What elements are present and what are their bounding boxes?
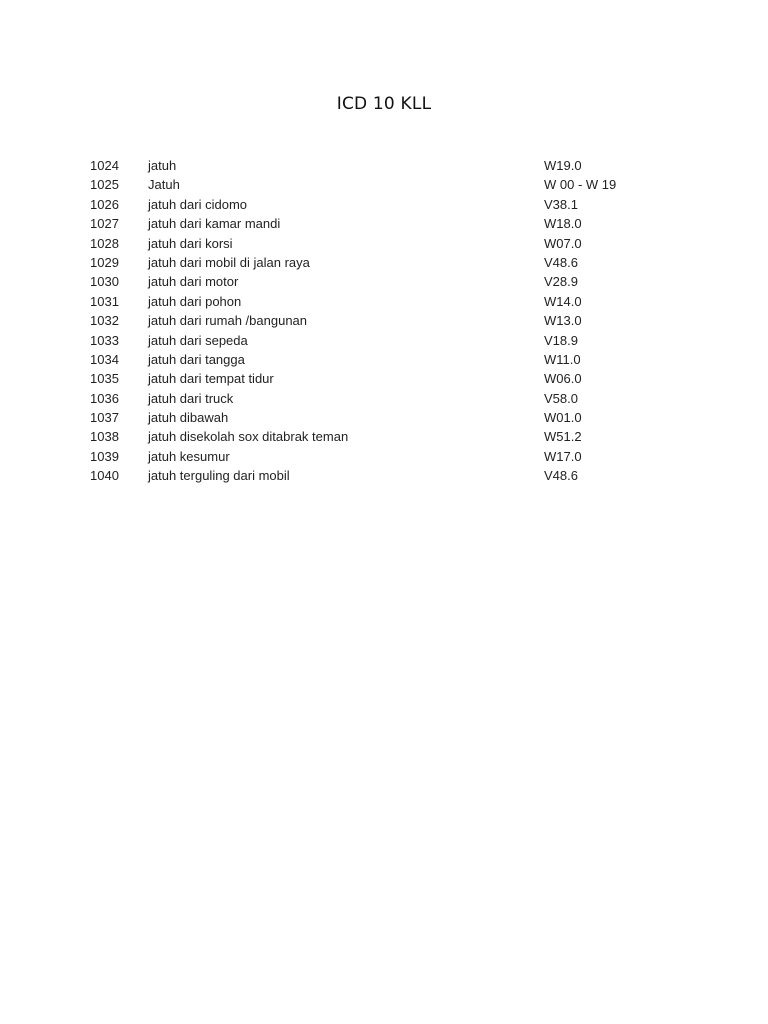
row-icd-code: W06.0 [544,371,582,387]
row-icd-code: W14.0 [544,293,582,309]
row-description: jatuh dari tangga [148,351,245,367]
table-row [90,466,650,485]
icd-code-table [90,156,650,486]
row-number: 1037 [90,410,119,426]
row-number: 1028 [90,235,119,251]
table-row [90,408,650,427]
row-icd-code: V18.9 [544,332,578,348]
row-description: jatuh dari cidomo [148,196,247,212]
row-number: 1024 [90,158,119,173]
row-description: jatuh [148,158,177,173]
row-description: jatuh dari pohon [148,293,242,309]
row-icd-code: W 00 - W 19 [544,177,617,193]
row-number: 1025 [90,177,119,193]
table-row [90,156,650,175]
row-number: 1031 [90,293,119,309]
row-number: 1035 [90,371,119,387]
row-icd-code: V48.6 [544,468,578,484]
row-icd-code: W07.0 [544,235,582,251]
row-number: 1030 [90,274,119,290]
row-icd-code: W01.0 [544,410,582,426]
row-icd-code: V48.6 [544,254,578,270]
row-number: 1032 [90,313,119,329]
row-number: 1026 [90,196,119,212]
table-row [90,253,650,272]
row-description: jatuh dari kamar mandi [148,216,281,232]
row-description: jatuh dari rumah /bangunan [148,313,308,329]
row-number: 1036 [90,390,119,406]
row-number: 1040 [90,468,119,484]
document-title: ICD 10 KLL [336,94,432,114]
table-row [90,331,650,350]
row-description: jatuh dari motor [148,274,239,290]
row-number: 1034 [90,351,119,367]
table-row [90,214,650,233]
table-row [90,272,650,291]
row-icd-code: W17.0 [544,448,582,464]
table-row [90,447,650,466]
row-icd-code: V38.1 [544,196,578,212]
row-description: jatuh dibawah [148,410,229,426]
row-icd-code: W19.0 [544,158,582,173]
row-description: jatuh kesumur [148,448,230,464]
row-icd-code: W18.0 [544,216,582,232]
table-row [90,234,650,253]
row-icd-code: V28.9 [544,274,578,290]
row-description: jatuh dari truck [148,390,234,406]
row-description: jatuh disekolah sox ditabrak teman [148,429,349,445]
table-row [90,311,650,330]
row-number: 1033 [90,332,119,348]
table-row [90,389,650,408]
row-number: 1039 [90,448,119,464]
table-row [90,350,650,369]
row-icd-code: W51.2 [544,429,582,445]
table-row [90,427,650,446]
table-row [90,369,650,388]
table-row [90,195,650,214]
row-icd-code: V58.0 [544,390,578,406]
row-number: 1027 [90,216,119,232]
row-description: jatuh dari korsi [148,235,233,251]
row-description: jatuh dari mobil di jalan raya [148,254,310,270]
table-row [90,292,650,311]
row-icd-code: W13.0 [544,313,582,329]
row-description: Jatuh [148,177,180,193]
row-number: 1038 [90,429,119,445]
row-number: 1029 [90,254,119,270]
row-description: jatuh dari tempat tidur [148,371,274,387]
table-row [90,175,650,194]
row-description: jatuh terguling dari mobil [148,468,290,484]
row-description: jatuh dari sepeda [148,332,248,348]
row-icd-code: W11.0 [544,351,581,367]
